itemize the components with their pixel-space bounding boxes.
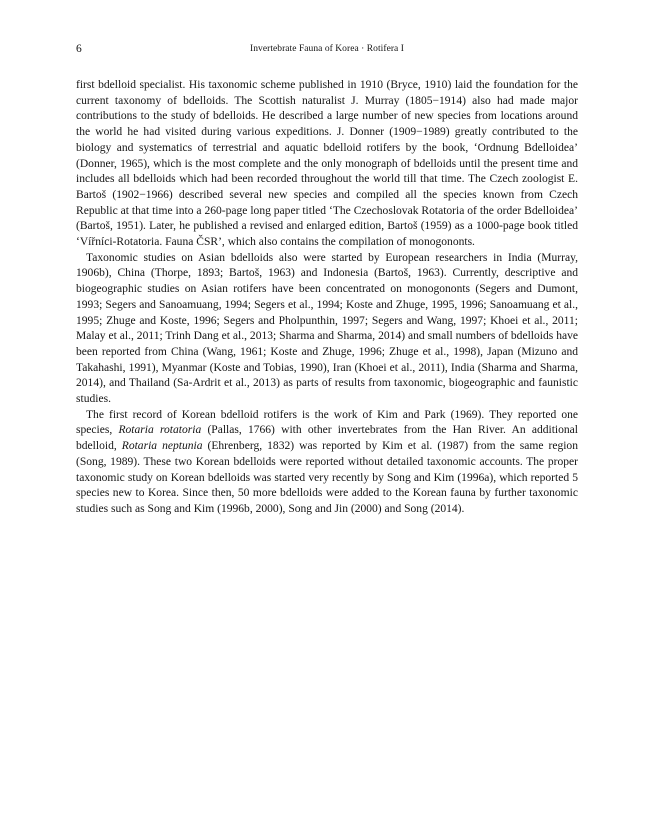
running-header (76, 41, 578, 57)
running-header-title: Invertebrate Fauna of Korea · Rotifera I (250, 44, 404, 54)
paragraph-text: The first record of Korean bdelloid rotifers is the work of Kim and Park (1969). They reported one species, (76, 408, 578, 437)
body-text (76, 78, 578, 518)
paragraph-asian-bdelloids (76, 251, 578, 408)
paragraph-text: Taxonomic studies on Asian bdelloids also were started by European researchers in India (Murray, 1906b), China (Thorpe, 1893; Bartoš, 1963) and Indonesia (Bartoš, 1963). Currently, descriptive and biogeographic studies on Asian rotifers have been concentrated on monogononts (Segers and Dumont, 1993; Segers and Sanoamuang, 1994; Segers et al., 1994; Koste and Zhuge, 1995, 1996; Sanoamuang et al., 1995; Zhuge and Koste, 1996; Segers and Pholpunthin, 1997; Segers and Wang, 1997; Khoei et al., 2011; Malay et al., 2011; Trinh Dang et al., 2013; Sharma and Sharma, 2014) and small numbers of bdelloids have been reported from China (Wang, 1961; Koste and Zhuge, 1996; Zhuge et al., 1998), Japan (Mizuno and Takahashi, 1991), Myanmar (Koste and Tobias, 1990), Iran (Khoei et al., 2011), India (Sharma and Sharma, 2014), and Thailand (Sa-Ardrit et al., 2013) as parts of results from taxonomic, biogeographic and faunistic studies. (76, 251, 578, 406)
paragraph-text: first bdelloid specialist. His taxonomic scheme published in 1910 (Bryce, 1910) laid the foundation for the current taxonomy of bdelloids. The Scottish naturalist J. Murray (1805−1914) also had made major contributions to the study of bdelloids. He described a large number of new species from locations around the world he had visited during various expeditions. J. Donner (1909−1989) greatly contributed to the biology and systematics of terrestrial and aquatic bdelloid rotifers by the book, ‘Ordnung Bdelloidea’ (Donner, 1965), which is the most complete and the only monograph of bdelloids until the present time and includes all bdelloids which had been recorded throughout the world till that time. The Czech zoologist E. Bartoš (1902−1966) described several new species and compiled all the species known from Czech Republic at that time into a 260-page long paper titled ‘The Czechoslovak Rotatoria of the order Bdelloidea’ (Bartoš, 1951). Later, he published a revised and enlarged edition, Bartoš (1959) as a 1000-page book titled ‘Vířníci-Rotatoria. Fauna ČSR’, which also contains the compilation of monogononts. (76, 79, 578, 249)
paragraph-text: (Ehrenberg, 1832) was reported by Kim et al. (1987) from the same region (Song, 1989). These two Korean bdelloids were reported without detailed taxonomic accounts. The proper taxonomic study on Korean bdelloids was started very recently by Song and Kim (1996a), which reported 5 species new to Korea. Since then, 50 more bdelloids were added to the Korean fauna by further taxonomic studies such as Song and Kim (1996b, 2000), Song and Jin (2000) and Song (2014). (76, 440, 578, 515)
paragraph-korean-bdelloids (76, 408, 578, 518)
species-name-rotaria-rotatoria: Rotaria rotatoria (118, 424, 202, 437)
paragraph-text: (Pallas, 1766) with other invertebrates from the Han River. An additional bdelloid, (76, 424, 579, 453)
page-number: 6 (76, 43, 82, 55)
paragraph-bdelloid-history (76, 78, 578, 251)
species-name-rotaria-neptunia: Rotaria neptunia (121, 440, 203, 453)
